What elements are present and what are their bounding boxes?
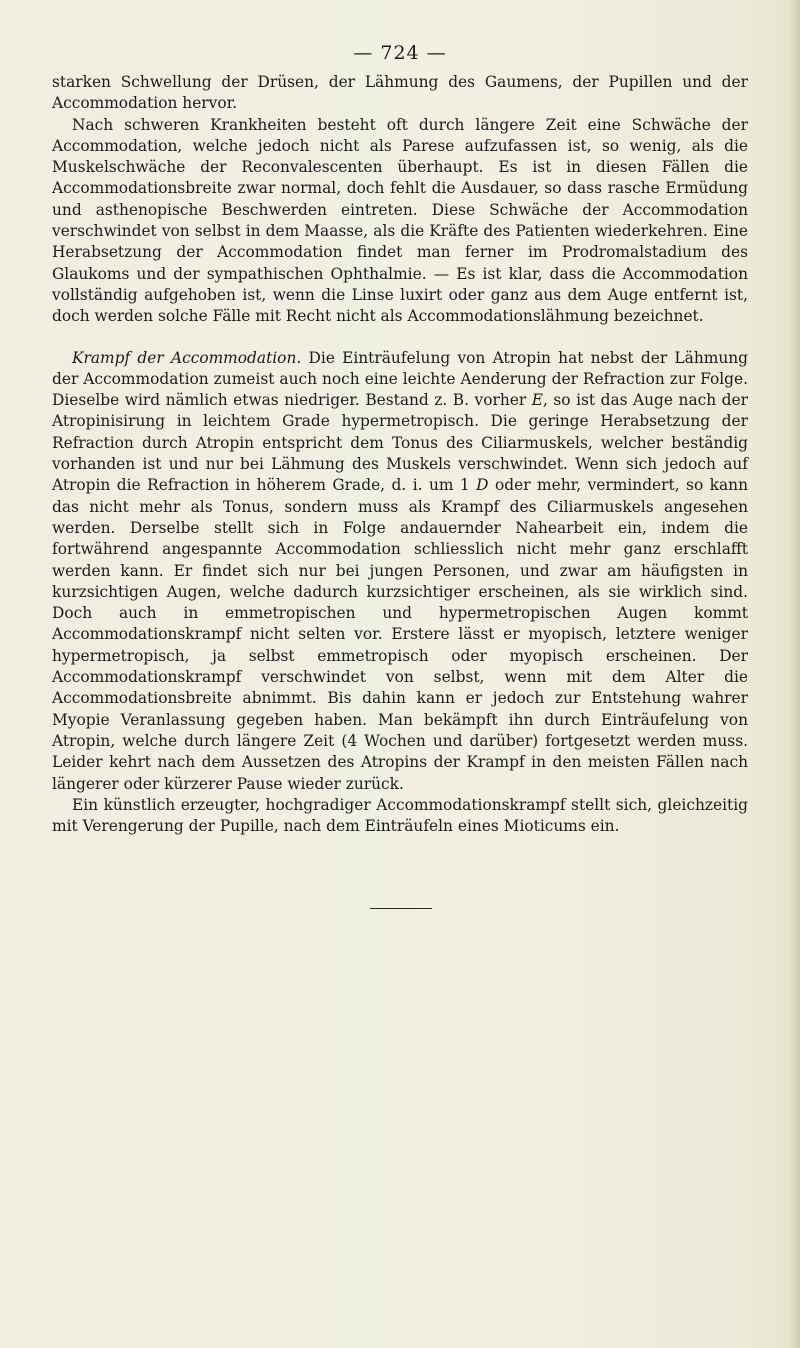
paragraph-3-part-a: Die Einträufelung von Atropin hat nebst der Lähmung der Accommodation zumeist auch noch eine leichte Aenderung der Refraction zur Folge. Dieselbe wird nämlich etwas niedriger. Bestand z. B. vorher bbox=[52, 348, 748, 410]
paragraph-4: Ein künstlich erzeugter, hochgradiger Accommodationskrampf stellt sich, gleichzeitig mit Verengerung der Pupille, nach dem Einträufeln eines Mioticums ein. bbox=[52, 795, 748, 836]
symbol-e: E bbox=[531, 391, 543, 410]
body-text bbox=[52, 72, 748, 837]
paragraph-3-part-c: oder mehr, vermindert, so kann das nicht mehr als Tonus, sondern muss als Krampf des Ciliarmuskels angesehen werden. Derselbe stellt sich in Folge andauernder Nahearbeit ein, indem die fortwährend angespannte Accommodation schliesslich nicht mehr ganz erschlafft werden kann. Er findet sich nur bei jungen Personen, und zwar am häufigsten in kurzsichtigen Augen, welche dadurch kurzsichtiger erscheinen, als sie wirklich sind. Doch auch in emmetropischen und hypermetropischen Augen kommt Accommodationskrampf nicht selten vor. Erstere lässt er myopisch, letztere weniger hypermetropisch, ja selbst emmetropisch oder myopisch erscheinen. Der Accommodationskrampf verschwindet von selbst, wenn mit dem Alter die Accommodationsbreite abnimmt. Bis dahin kann er jedoch zur Entstehung wahrer Myopie Veranlassung gegeben haben. Man bekämpft ihn durch Einträufelung von Atropin, welche durch längere Zeit (4 Wochen und darüber) fortgesetzt werden muss. Leider kehrt nach dem Aussetzen des Atropins der Krampf in den meisten Fällen nach längerer oder kürzerer Pause wieder zurück. bbox=[52, 476, 748, 793]
paragraph-3-part-b: , so ist das Auge nach der Atropinisirung in leichtem Grade hypermetropisch. Die geringe Herabsetzung der Refraction durch Atropin entspricht dem Tonus des Ciliarmuskels, welcher beständig vorhanden ist und nur bei Lähmung des Muskels verschwindet. Wenn sich jedoch auf Atropin die Refraction in höherem Grade, d. i. um 1 bbox=[52, 391, 748, 495]
section-divider-rule bbox=[370, 908, 432, 909]
page-edge-shadow bbox=[790, 0, 800, 1348]
paragraph-gap bbox=[52, 328, 748, 348]
section-heading-krampf: Krampf der Accommodation. bbox=[72, 348, 302, 367]
paragraph-3 bbox=[52, 348, 748, 795]
paragraph-2: Nach schweren Krankheiten besteht oft durch längere Zeit eine Schwäche der Accommodation, welche jedoch nicht als Parese aufzufassen ist, so wenig, als die Muskelschwäche der Reconvalescenten überhaupt. Es ist in diesen Fällen die Accommodationsbreite zwar normal, doch fehlt die Ausdauer, so dass rasche Ermüdung und asthenopische Beschwerden eintreten. Diese Schwäche der Accommodation verschwindet von selbst in dem Maasse, als die Kräfte des Patienten wiederkehren. Eine Herabsetzung der Accommodation findet man ferner im Prodromalstadium des Glaukoms und der sympathischen Ophthalmie. — Es ist klar, dass die Accommodation vollständig aufgehoben ist, wenn die Linse luxirt oder ganz aus dem Auge entfernt ist, doch werden solche Fälle mit Recht nicht als Accommodationslähmung bezeichnet. bbox=[52, 115, 748, 326]
symbol-d: D bbox=[476, 476, 489, 495]
paragraph-1: starken Schwellung der Drüsen, der Lähmung des Gaumens, der Pupillen und der Accommodation hervor. bbox=[52, 73, 748, 113]
page-number: — 724 — bbox=[353, 42, 447, 64]
